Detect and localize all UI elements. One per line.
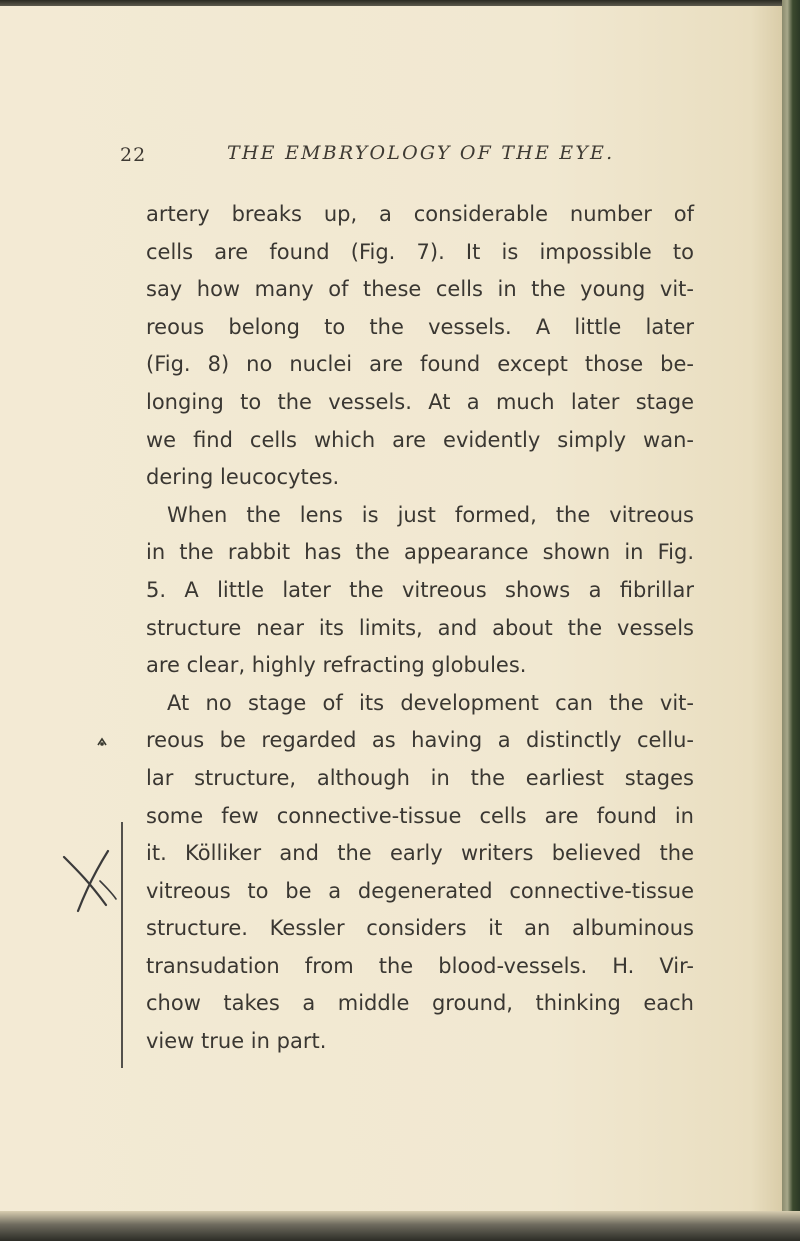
text-line: it. Kölliker and the early writers believed the <box>146 841 694 866</box>
text-line: structure near its limits, and about the vessels <box>146 615 694 640</box>
running-head <box>120 140 680 170</box>
text-line: cells are found (Fig. 7). It is impossible to <box>146 239 694 264</box>
text-line: reous belong to the vessels. A little later <box>146 314 694 339</box>
text-line: 5. A little later the vitreous shows a fibrillar <box>146 577 694 602</box>
text-line: When the lens is just formed, the vitreous <box>167 502 694 527</box>
text-line: dering leucocytes. <box>146 465 340 490</box>
text-line: in the rabbit has the appearance shown in Fig. <box>146 540 694 565</box>
text-line: are clear, highly refracting globules. <box>146 653 527 678</box>
text-line: (Fig. 8) no nuclei are found except those be- <box>146 352 694 377</box>
text-line: chow takes a middle ground, thinking each <box>146 991 694 1016</box>
text-line: reous be regarded as having a distinctly cellu- <box>146 728 694 753</box>
book-bottom-edge <box>0 1211 800 1241</box>
text-line: structure. Kessler considers it an albuminous <box>146 916 694 941</box>
margin-mark-icon <box>96 736 108 748</box>
text-line: artery breaks up, a considerable number of <box>146 202 694 226</box>
text-line: some few connective-tissue cells are found in <box>146 803 694 828</box>
page-number: 22 <box>120 144 147 166</box>
text-line: we find cells which are evidently simply wan- <box>146 427 694 452</box>
text-line: longing to the vessels. At a much later stage <box>146 389 694 414</box>
text-line: lar structure, although in the earliest stages <box>146 765 694 790</box>
body-text <box>146 196 694 1061</box>
text-line: At no stage of its development can the vit- <box>167 690 694 715</box>
pencil-cross-mark-icon <box>56 845 120 915</box>
pencil-margin-line <box>121 822 123 1068</box>
text-line: transudation from the blood-vessels. H. Vir- <box>146 953 694 978</box>
text-line: vitreous to be a degenerated connective-tissue <box>146 878 694 903</box>
running-head-title: THE EMBRYOLOGY OF THE EYE. <box>227 142 615 164</box>
book-spine-edge <box>782 0 800 1241</box>
text-line: say how many of these cells in the young vit- <box>146 277 694 302</box>
text-line: view true in part. <box>146 1029 327 1054</box>
